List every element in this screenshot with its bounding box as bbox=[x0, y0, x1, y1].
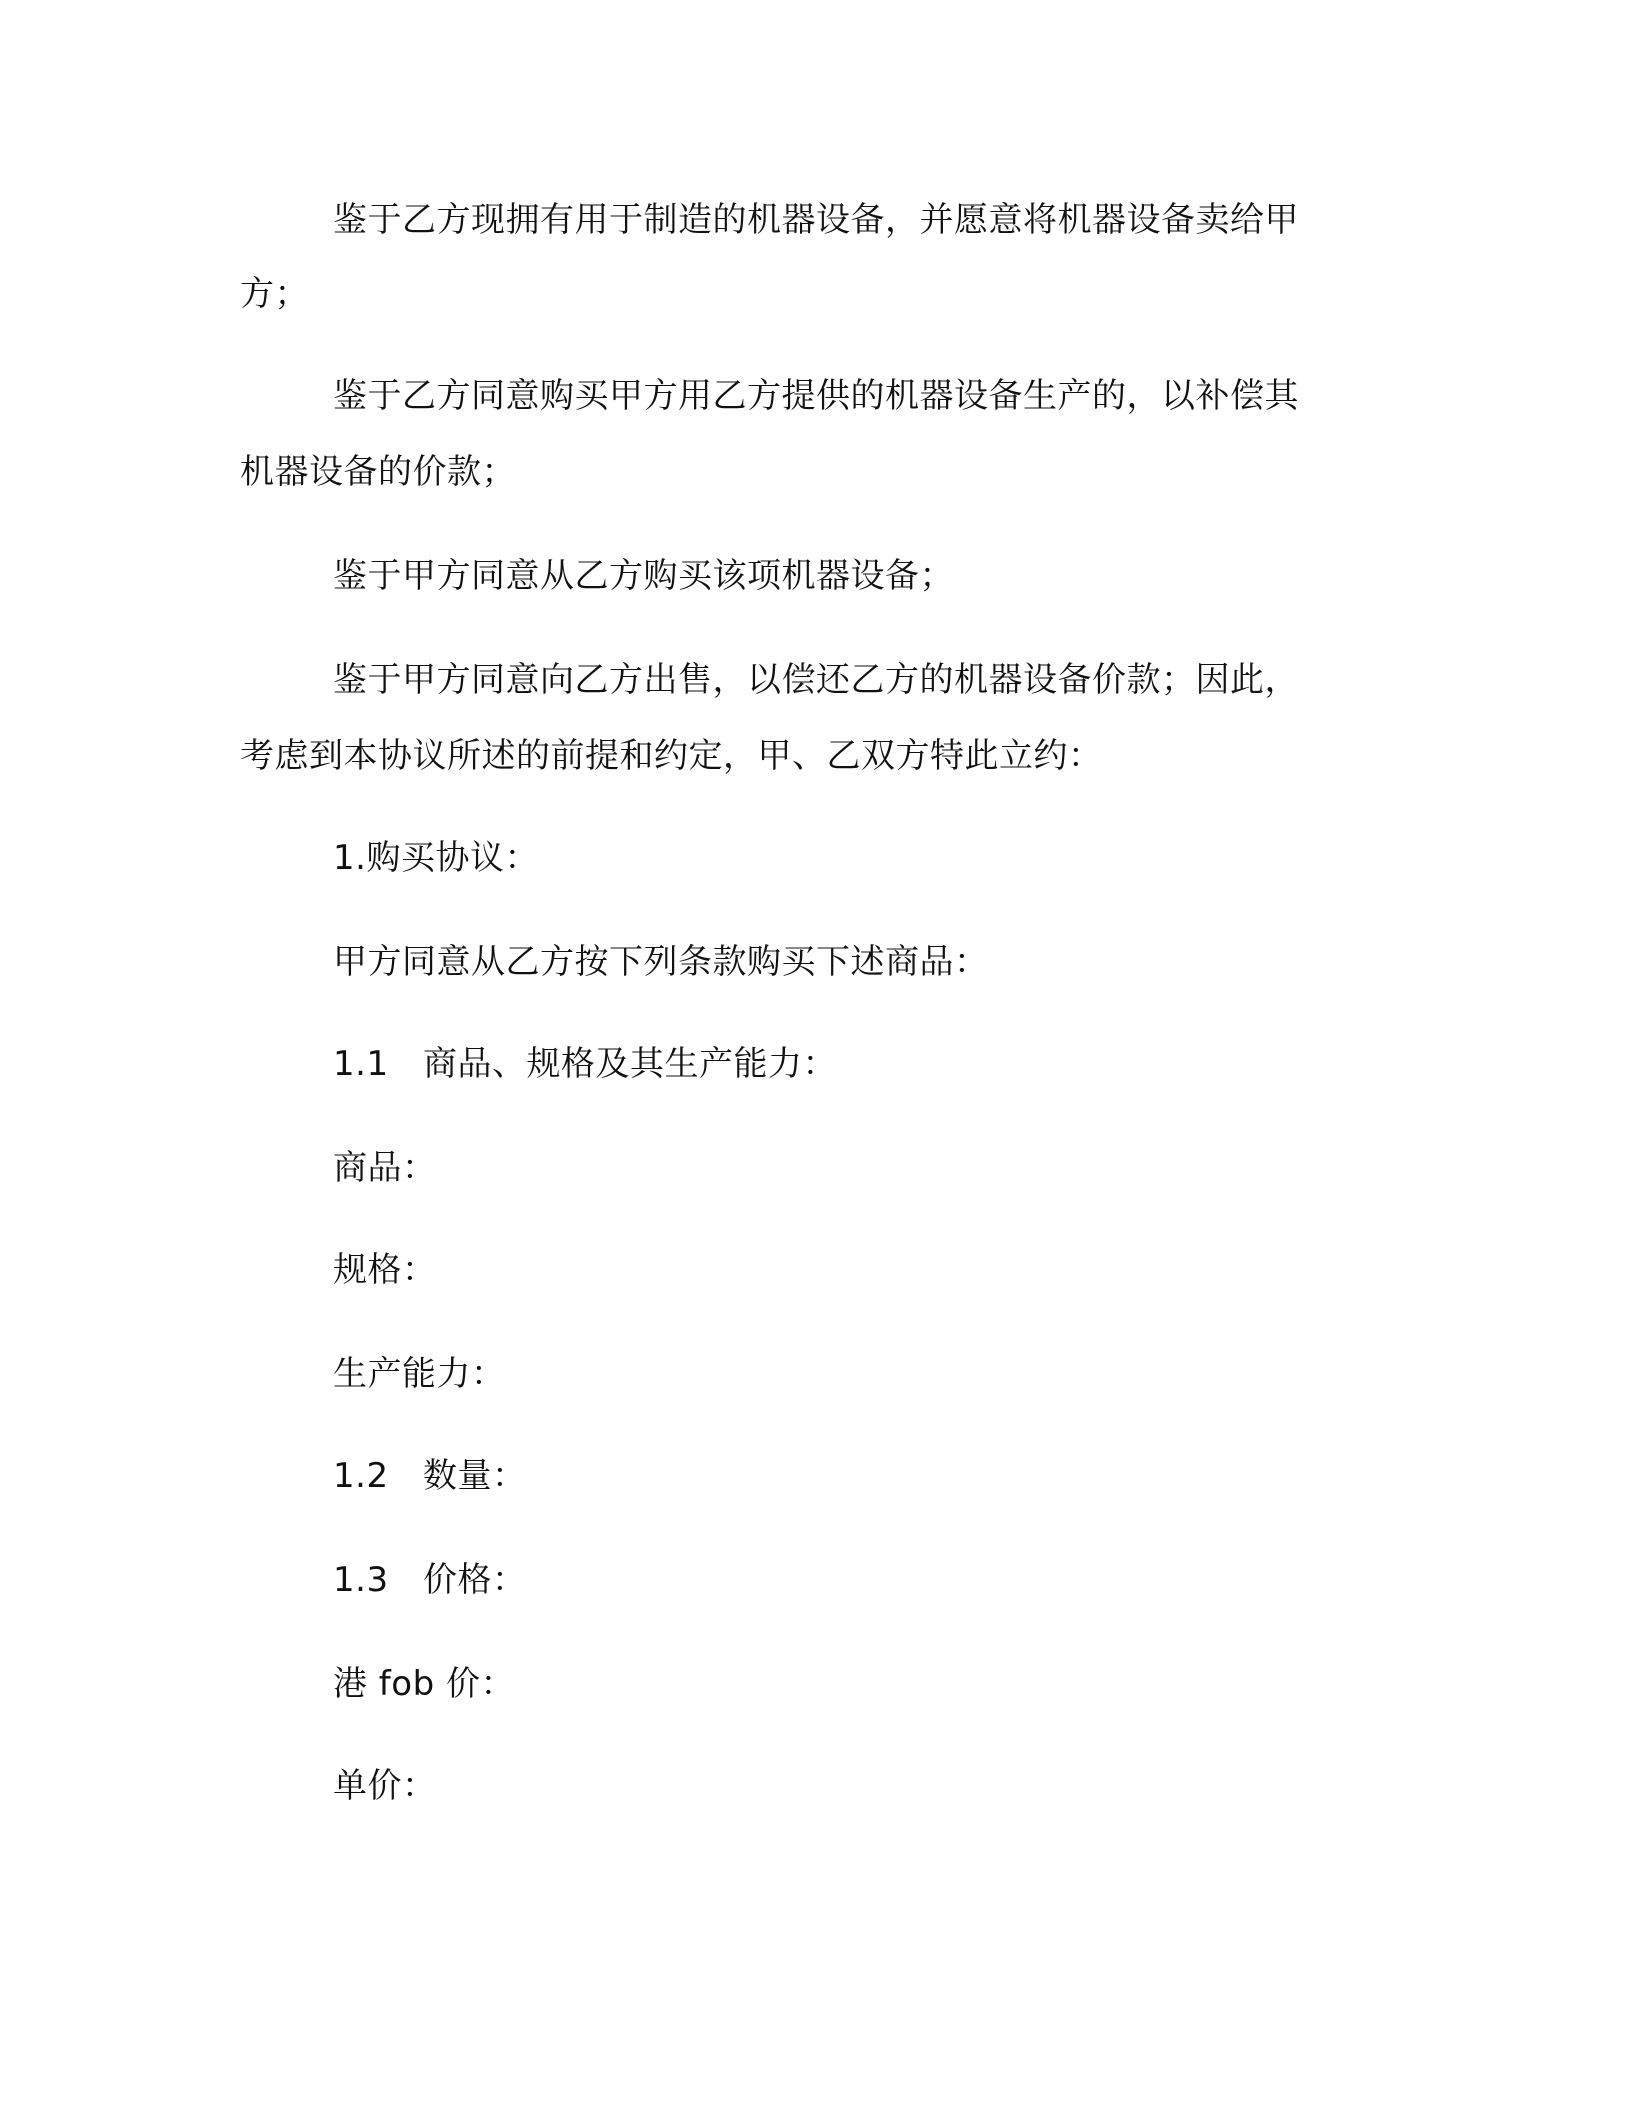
paragraph-4-line-1: 鉴于甲方同意向乙方出售，以偿还乙方的机器设备价款；因此， bbox=[333, 660, 1299, 700]
spec-label: 规格： bbox=[333, 1250, 437, 1290]
paragraph-1-line-2: 方； bbox=[240, 274, 309, 314]
paragraph-1-line-1: 鉴于乙方现拥有用于制造的机器设备，并愿意将机器设备卖给甲 bbox=[333, 200, 1299, 240]
item-1-1-number: 1.1 bbox=[333, 1044, 389, 1084]
unit-price-label: 单价： bbox=[333, 1766, 437, 1806]
fob-price-label: 港 fob 价： bbox=[333, 1664, 515, 1704]
item-1-3-text: 价格： bbox=[423, 1560, 527, 1600]
item-1-2-text: 数量： bbox=[423, 1456, 527, 1496]
item-1-1 bbox=[333, 1040, 837, 1088]
capacity-label: 生产能力： bbox=[333, 1354, 506, 1394]
paragraph-2-line-1: 鉴于乙方同意购买甲方用乙方提供的机器设备生产的，以补偿其 bbox=[333, 376, 1299, 416]
section-1-intro: 甲方同意从乙方按下列条款购买下述商品： bbox=[333, 942, 989, 982]
item-1-3 bbox=[333, 1556, 527, 1604]
goods-label: 商品： bbox=[333, 1148, 437, 1188]
item-1-3-number: 1.3 bbox=[333, 1560, 389, 1600]
item-1-2-number: 1.2 bbox=[333, 1456, 389, 1496]
item-1-1-text: 商品、规格及其生产能力： bbox=[423, 1044, 837, 1084]
section-1-heading: 1.购买协议： bbox=[333, 838, 539, 878]
paragraph-3-line-1: 鉴于甲方同意从乙方购买该项机器设备； bbox=[333, 556, 954, 596]
paragraph-4-line-2: 考虑到本协议所述的前提和约定，甲、乙双方特此立约： bbox=[240, 736, 1103, 776]
item-1-2 bbox=[333, 1452, 527, 1500]
paragraph-2-line-2: 机器设备的价款； bbox=[240, 452, 516, 492]
